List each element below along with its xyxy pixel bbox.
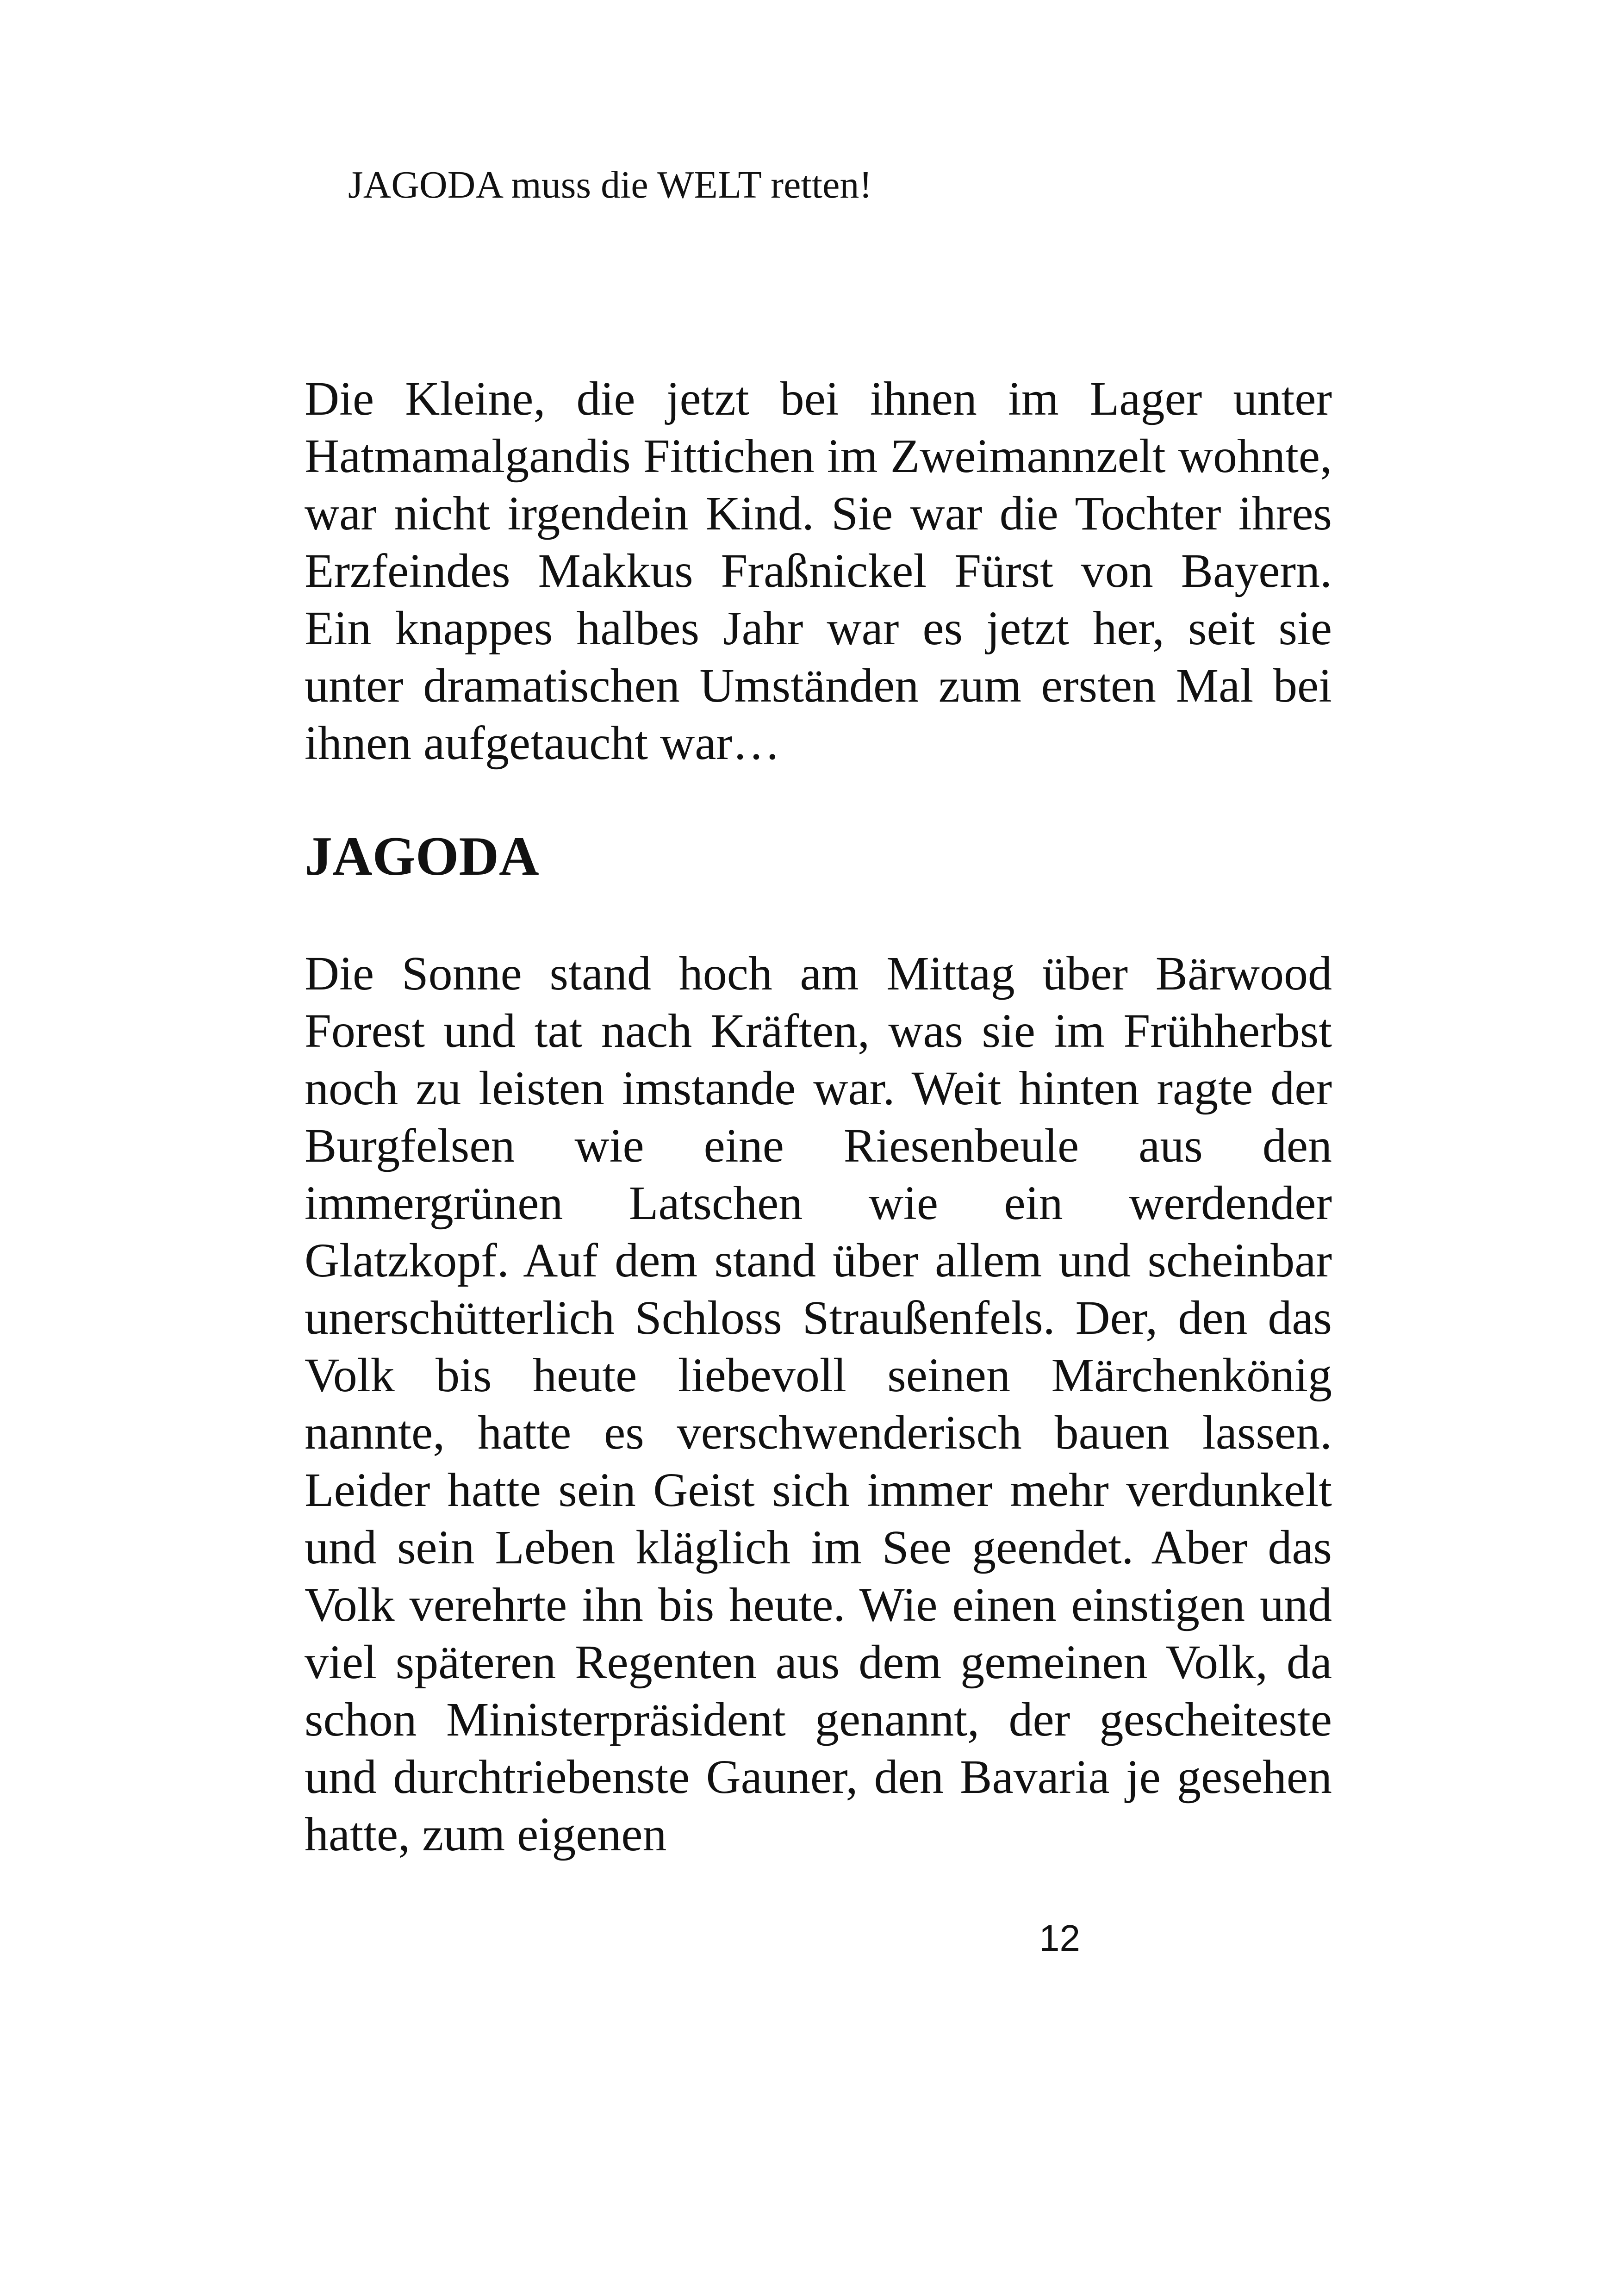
page-number: 12	[1039, 1917, 1080, 1959]
running-header: JAGODA muss die WELT retten!	[348, 163, 872, 206]
chapter-paragraph: Die Sonne stand hoch am Mittag über Bärwood Forest und tat nach Kräften, was sie im Frühherbst noch zu leisten imstande war. Weit hinten ragte der Burgfelsen wie eine Riesenbeule aus den immergrünen Latschen wie ein werdender Glatzkopf. Auf dem stand über allem und scheinbar unerschütterlich Schloss Straußenfels. Der, den das Volk bis heute liebevoll seinen Märchenkönig nannte, hatte es verschwenderisch bauen lassen. Leider hatte sein Geist sich immer mehr verdunkelt und sein Leben kläglich im See geendet. Aber das Volk verehrte ihn bis heute. Wie einen einstigen und viel späteren Regenten aus dem gemeinen Volk, da schon Ministerpräsident genannt, der gescheiteste und durchtriebenste Gauner, den Bavaria je gesehen hatte, zum eigenen	[305, 947, 1332, 1861]
intro-paragraph: Die Kleine, die jetzt bei ihnen im Lager unter Hatmamalgandis Fittichen im Zweimannzelt wohnte, war nicht irgendein Kind. Sie war die Tochter ihres Erzfeindes Makkus Fraßnickel Fürst von Bayern. Ein knappes halbes Jahr war es jetzt her, seit sie unter dramatischen Umständen zum ersten Mal bei ihnen aufgetaucht war…	[305, 372, 1332, 770]
chapter-heading: JAGODA	[305, 825, 539, 887]
